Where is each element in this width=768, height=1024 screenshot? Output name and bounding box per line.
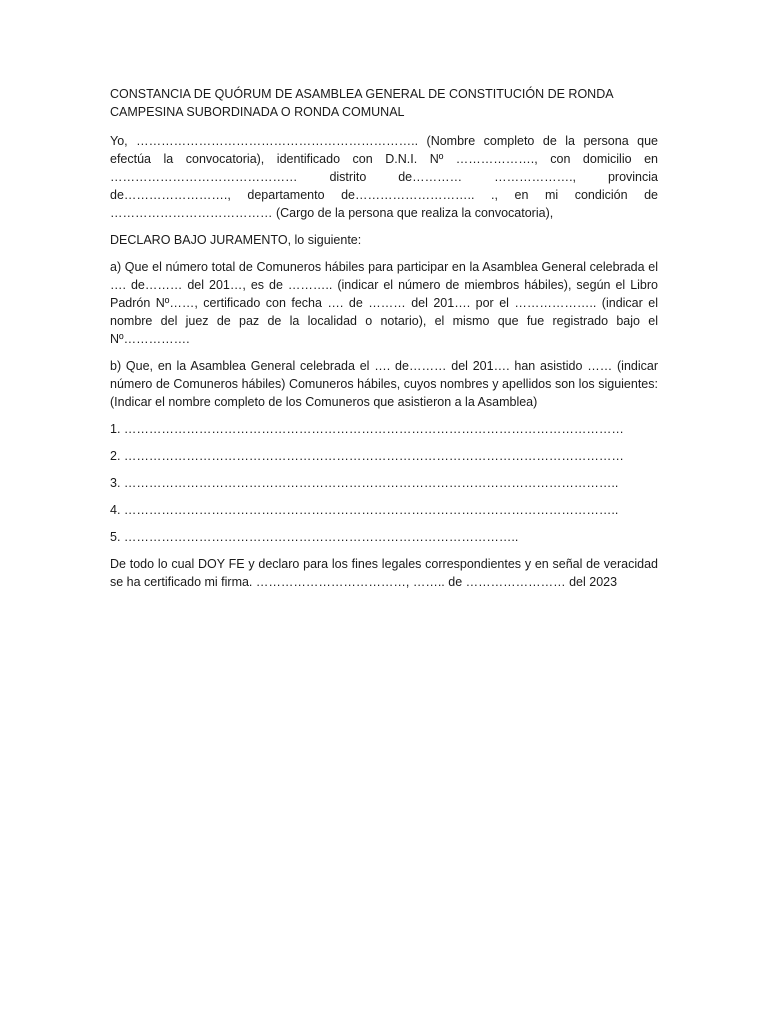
declaration-line: DECLARO BAJO JURAMENTO, lo siguiente: [110,233,362,247]
item-a-paragraph: a) Que el número total de Comuneros hábiles para participar en la Asamblea General celebrada el …. de……… del 201…, es de ……….. (indicar el número de miembros hábiles), según el Libro Padrón Nº……, certificado con fecha …. de ……… del 201…. por el ……………….. (indicar el nombre del juez de paz de la localidad o notario), el mismo que fue registrado bajo el Nº……………. [110,260,658,346]
document-page [110,85,658,600]
document-title: CONSTANCIA DE QUÓRUM DE ASAMBLEA GENERAL DE CONSTITUCIÓN DE RONDA CAMPESINA SUBORDINADA O RONDA COMUNAL [110,87,613,119]
attendee-line-5: 5. ………………………………………………………………………………….. [110,530,519,544]
item-b-paragraph: b) Que, en la Asamblea General celebrada el …. de……… del 201…. han asistido …… (indicar número de Comuneros hábiles) Comuneros hábiles, cuyos nombres y apellidos son los siguientes: (Indicar el nombre completo de los Comuneros que asistieron a la Asamblea) [110,359,658,409]
attendee-line-4: 4. ……………………………………………………………………………………………………….. [110,503,619,517]
closing-paragraph: De todo lo cual DOY FE y declaro para los fines legales correspondientes y en señal de veracidad se ha certificado mi firma. ………………………………, …….. de …………………… del 2023 [110,557,658,589]
attendee-line-1: 1. ………………………………………………………………………………………………………… [110,422,624,436]
attendee-line-2: 2. ………………………………………………………………………………………………………… [110,449,624,463]
intro-paragraph: Yo, ………………………………………………………….. (Nombre completo de la persona que efectúa la convocatoria), identificado con D.N.I. Nº ………………., con domicilio en ……………………………………… distrito de………… ………………., provincia de……………………., departamento de……………………….. ., en mi condición de ………………………………… (Cargo de la persona que realiza la convocatoria), [110,134,658,220]
attendee-line-3: 3. ……………………………………………………………………………………………………….. [110,476,619,490]
